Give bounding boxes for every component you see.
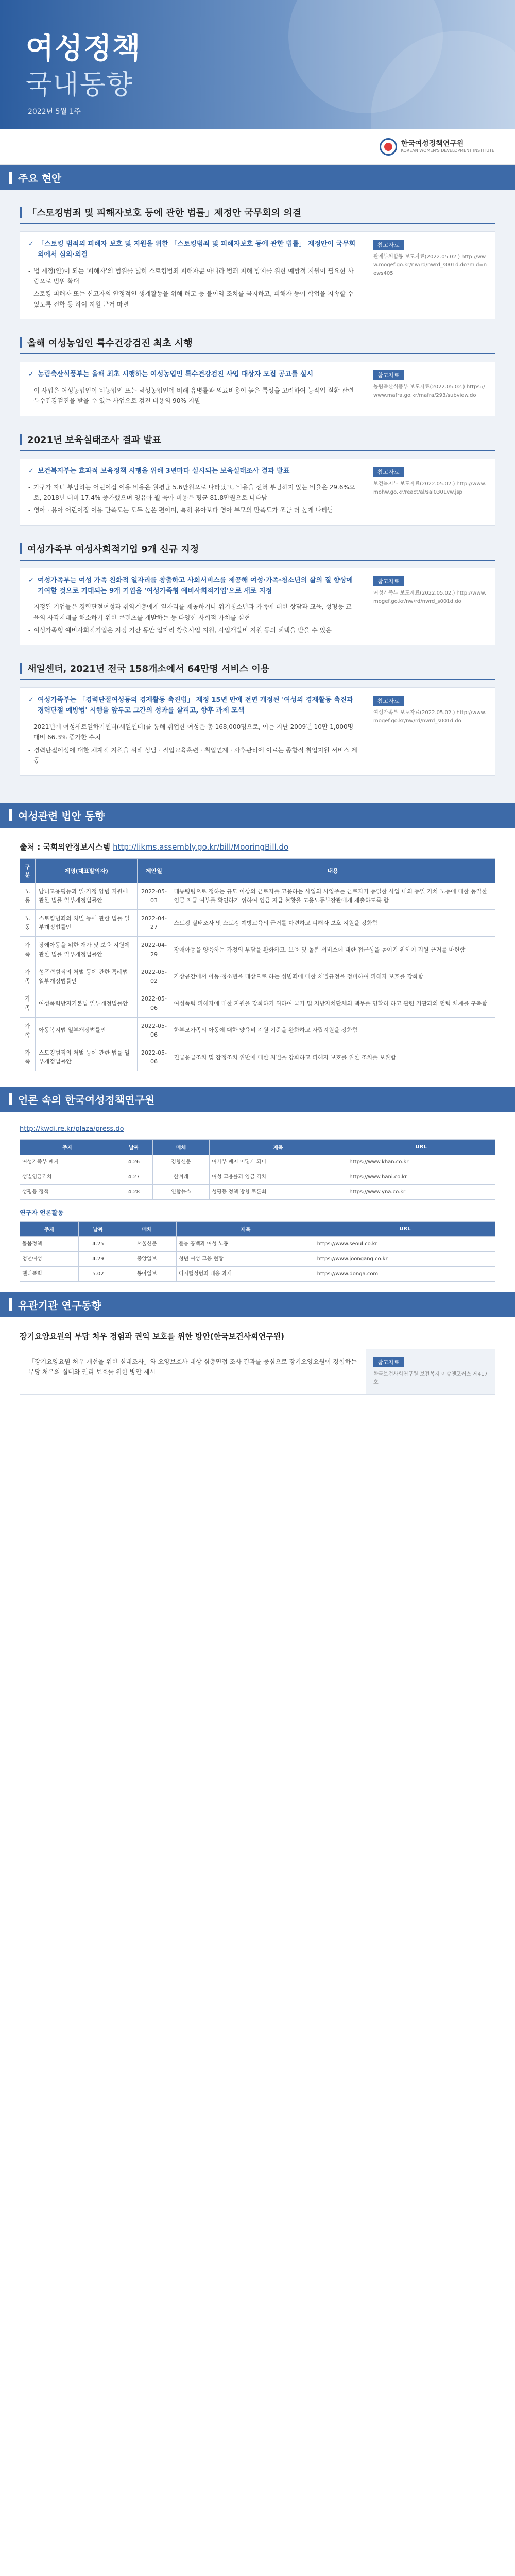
table-header: 주제 (20, 1221, 79, 1236)
table-row (20, 1266, 495, 1281)
table-cell-title: 청년 여성 고용 현황 (176, 1251, 315, 1266)
policy-source-tag: 참고자료 (373, 696, 404, 706)
table-cell-media: 서울신문 (117, 1236, 176, 1251)
policy-source-tag: 참고자료 (373, 576, 404, 586)
table-header: URL (315, 1221, 495, 1236)
table-cell-group: 가족 (20, 937, 36, 963)
page-subtitle: 국내동향 (26, 70, 133, 100)
table-cell-name: 스토킹범죄의 처벌 등에 관한 법률 일부개정법률안 (35, 909, 138, 936)
policy-item-point: - 지정된 기업들은 경력단절여성과 취약계층에게 일자리를 제공하거나 위기청소년과 가족에 대한 상담과 교육, 성평등 교육의 사각지대를 해소하기 위한 콘텐츠를 개발하는 등 다양한 사회적 가치를 실현 (28, 602, 357, 623)
table-cell-url[interactable]: https://www.seoul.co.kr (315, 1236, 495, 1251)
table-row (20, 990, 495, 1017)
table-cell-title: 여가부 폐지 어떻게 되나 (210, 1155, 347, 1170)
legislation-section-title: 여성관련 법안 동향 (0, 803, 515, 828)
table-row (20, 1044, 495, 1071)
table-header: 날짜 (79, 1221, 117, 1236)
table-cell-date: 2022-05-03 (138, 883, 170, 909)
table-cell-url[interactable]: https://www.hani.co.kr (347, 1170, 495, 1184)
table-cell-desc: 가상공간에서 아동·청소년을 대상으로 하는 성범죄에 대한 처벌규정을 정비하여 피해자 보호를 강화함 (170, 963, 495, 990)
policy-item-lead: ✓ 농림축산식품부는 올해 최초 시행하는 여성농업인 특수건강검진 사업 대상자 모집 공고를 실시 (28, 369, 357, 380)
table-row (20, 1236, 495, 1251)
policy-item-title (20, 542, 495, 561)
table-cell-date: 4.27 (115, 1170, 153, 1184)
policy-item-body (20, 568, 495, 646)
table-cell-group: 가족 (20, 990, 36, 1017)
table-cell-date: 2022-05-02 (138, 963, 170, 990)
policy-item (20, 206, 495, 319)
policy-source: 여성가족부 보도자료(2022.05.02.) http://www.mogef.go.kr/nw/rd/nwrd_s001d.do (373, 710, 486, 724)
policy-item-body (20, 687, 495, 775)
table-cell-title: 성평등 정책 방향 토론회 (210, 1184, 347, 1199)
table-cell-url[interactable]: https://www.donga.com (315, 1266, 495, 1281)
table-cell-title: 돌봄 공백과 여성 노동 (176, 1236, 315, 1251)
table-cell-name: 아동복지법 일부개정법률안 (35, 1017, 138, 1044)
table-cell-date: 2022-05-06 (138, 1017, 170, 1044)
hero-banner (0, 0, 515, 129)
table-cell-date: 2022-04-29 (138, 937, 170, 963)
table-row (20, 883, 495, 909)
policy-item-lead: ✓ 여성가족부는 「경력단절여성등의 경제활동 촉진법」 제정 15년 만에 전면 개정된 '여성의 경제활동 촉진과 경력단절 예방법' 시행을 앞두고 그간의 성과를 살피고, 향후 과제 모색 (28, 695, 357, 717)
policy-section-title: 주요 현안 (0, 165, 515, 190)
legislation-link[interactable]: http://likms.assembly.go.kr/bill/MooringBill.do (113, 842, 289, 852)
table-cell-group: 가족 (20, 1044, 36, 1071)
table-cell-desc: 한부모가족의 아동에 대한 양육비 지원 기준을 완화하고 자립지원을 강화함 (170, 1017, 495, 1044)
policy-item (20, 433, 495, 526)
table-cell-media: 한겨레 (152, 1170, 210, 1184)
policy-item-lead: ✓ 여성가족부는 여성 가족 친화적 일자리를 창출하고 사회서비스를 제공해 여성·가족·청소년의 삶의 질 향상에 기여할 것으로 기대되는 9개 기업을 '여성가족형 예비사회적기업'으로 새로 지정 (28, 575, 357, 597)
table-header: 제목 (176, 1221, 315, 1236)
table-header: 제안일 (138, 858, 170, 883)
table-cell-name: 여성폭력방지기본법 일부개정법률안 (35, 990, 138, 1017)
table-cell-desc: 긴급응급조치 및 잠정조치 위반에 대한 처벌을 강화하고 피해자 보호를 위한 조치를 보완함 (170, 1044, 495, 1071)
policy-item (20, 336, 495, 416)
policy-source: 보건복지부 보도자료(2022.05.02.) http://www.mohw.go.kr/react/al/sal0301vw.jsp (373, 481, 486, 495)
table-cell-date: 4.28 (115, 1184, 153, 1199)
policy-source: 관계부처합동 보도자료(2022.05.02.) http://www.mogef.go.kr/nw/rd/nwrd_s001d.do?mid=news405 (373, 254, 487, 276)
policy-item-point: - 여성가족형 예비사회적기업은 지정 기간 동안 일자리 창출사업 지원, 사업개발비 지원 등의 혜택을 받을 수 있음 (28, 625, 357, 635)
policy-item-title (20, 206, 495, 224)
table-cell-url[interactable]: https://www.khan.co.kr (347, 1155, 495, 1170)
table-row (20, 1170, 495, 1184)
table-header: 매체 (152, 1139, 210, 1155)
related-summary: 「장기요양요원 처우 개선을 위한 실태조사」와 요양보호사 대상 심층면접 조사 결과를 중심으로 장기요양요원이 경험하는 부당 처우의 실태와 권리 보호를 위한 방안 제시 (28, 1358, 357, 1376)
research-table-2 (20, 1221, 495, 1282)
table-cell-name: 장애아동을 위한 재가 및 보육 지원에 관한 법률 일부개정법률안 (35, 937, 138, 963)
table-header: 제목 (210, 1139, 347, 1155)
policy-item-title-text: 2021년 보육실태조사 결과 발표 (27, 434, 162, 446)
related-source-tag: 참고자료 (373, 1357, 404, 1367)
table-row (20, 963, 495, 990)
policy-item-body (20, 459, 495, 526)
table-cell-topic: 성평등 정책 (20, 1184, 115, 1199)
table-cell-date: 4.25 (79, 1236, 117, 1251)
policy-item-point: - 경력단절여성에 대한 체계적 지원을 위해 상담 · 직업교육훈련 · 취업연계 · 사후관리에 이르는 종합적 취업지원 서비스 제공 (28, 745, 357, 766)
table-cell-date: 5.02 (79, 1266, 117, 1281)
table-row (20, 1017, 495, 1044)
policy-source: 여성가족부 보도자료(2022.05.02.) http://www.mogef.go.kr/nw/rd/nwrd_s001d.do (373, 590, 486, 604)
table-cell-desc: 여성폭력 피해자에 대한 지원을 강화하기 위하여 국가 및 지방자치단체의 책무를 명확히 하고 관련 기관과의 협력 체계를 구축함 (170, 990, 495, 1017)
policy-section (0, 190, 515, 803)
related-title: 장기요양요원의 부당 처우 경험과 권익 보호를 위한 방안(한국보건사회연구원) (20, 1331, 284, 1341)
table-header: URL (347, 1139, 495, 1155)
related-section-title: 유관기관 연구동향 (0, 1292, 515, 1317)
table-header: 날짜 (115, 1139, 153, 1155)
policy-item-body (20, 231, 495, 319)
table-cell-group: 가족 (20, 963, 36, 990)
table-cell-name: 스토킹범죄의 처벌 등에 관한 법률 일부개정법률안 (35, 1044, 138, 1071)
org-logo (0, 129, 515, 165)
legislation-table (20, 858, 495, 1071)
policy-item-title (20, 433, 495, 451)
research-subcaption: 연구자 언론활동 (20, 1209, 64, 1216)
policy-item-body (20, 362, 495, 416)
policy-item-point: - 이 사업은 여성농업인이 비농업인 또는 남성농업인에 비해 유병률과 의료비용이 높은 특성을 고려하여 농작업 질환 관련 특수건강검진을 받을 수 있는 사업으로 검진 비용의 90% 지원 (28, 385, 357, 406)
table-header: 내용 (170, 858, 495, 883)
research-table (20, 1139, 495, 1200)
policy-item-title-text: 올해 여성농업인 특수건강검진 최초 시행 (27, 338, 193, 349)
table-cell-title: 디지털성범죄 대응 과제 (176, 1266, 315, 1281)
policy-item-title (20, 336, 495, 354)
table-row (20, 937, 495, 963)
table-cell-url[interactable]: https://www.yna.co.kr (347, 1184, 495, 1199)
org-name: 한국여성정책연구원 (401, 140, 464, 148)
policy-item (20, 662, 495, 775)
table-cell-desc: 장애아동을 양육하는 가정의 부담을 완화하고, 보육 및 돌봄 서비스에 대한 접근성을 높이기 위하여 지원 근거를 마련함 (170, 937, 495, 963)
policy-item-point: - 법 제정(안)이 되는 '피해자'의 범위를 넓혀 스토킹범죄 피해자뿐 아니라 범죄 피해 방지를 위한 예방적 지원이 필요한 사람으로 범위 확대 (28, 266, 357, 287)
policy-source: 농림축산식품부 보도자료(2022.05.02.) https://www.mafra.go.kr/mafra/293/subview.do (373, 384, 485, 399)
policy-item-title-text: 여성가족부 여성사회적기업 9개 신규 지정 (27, 544, 199, 555)
policy-item (20, 542, 495, 646)
table-header: 구분 (20, 858, 36, 883)
legislation-section (0, 828, 515, 1087)
table-cell-group: 가족 (20, 1017, 36, 1044)
policy-item-lead: ✓ 보건복지부는 효과적 보육정책 시행을 위해 3년마다 실시되는 보육실태조사 결과 발표 (28, 466, 357, 477)
policy-item-point: - 가구가 자녀 부담하는 어린이집 이용 비용은 월평균 5.6만원으로 나타났고, 비용을 전혀 부담하지 않는 비율은 29.6%으로, 2018년 대비 17.4% 증가했으며 영유아 월 육아 비용은 평균 81.8만원으로 나타남 (28, 482, 357, 503)
table-cell-group: 노동 (20, 909, 36, 936)
table-row (20, 1155, 495, 1170)
table-cell-date: 2022-05-06 (138, 990, 170, 1017)
table-row (20, 1184, 495, 1199)
table-cell-date: 4.29 (79, 1251, 117, 1266)
policy-source-tag: 참고자료 (373, 370, 404, 380)
policy-source-tag: 참고자료 (373, 467, 404, 477)
research-link[interactable]: http://kwdi.re.kr/plaza/press.do (20, 1125, 124, 1133)
table-row (20, 909, 495, 936)
page-title: 여성정책 (26, 32, 142, 65)
table-cell-topic: 청년여성 (20, 1251, 79, 1266)
table-header: 매체 (117, 1221, 176, 1236)
research-section (0, 1112, 515, 1292)
table-header: 주제 (20, 1139, 115, 1155)
policy-source-tag: 참고자료 (373, 240, 404, 250)
policy-item-lead: ✓ 「스토킹 범죄의 피해자 보호 및 지원을 위한 「스토킹범죄 및 피해자보호 등에 관한 법률」 제정안이 국무회의에서 심의·의결 (28, 239, 357, 261)
table-cell-topic: 성별임금격차 (20, 1170, 115, 1184)
policy-item-title-text: 새일센터, 2021년 전국 158개소에서 64만명 서비스 이용 (27, 664, 270, 675)
table-cell-topic: 돌봄정책 (20, 1236, 79, 1251)
table-cell-media: 연합뉴스 (152, 1184, 210, 1199)
table-cell-name: 성폭력범죄의 처벌 등에 관한 특례법 일부개정법률안 (35, 963, 138, 990)
issue-volume: 2022년 5월 1주 (28, 108, 81, 116)
org-logo-icon (380, 138, 397, 156)
table-cell-topic: 여성가족부 폐지 (20, 1155, 115, 1170)
policy-item-title-text: 「스토킹범죄 및 피해자보호 등에 관한 법률」제정안 국무회의 의결 (27, 208, 301, 218)
table-cell-desc: 스토킹 실태조사 및 스토킹 예방교육의 근거를 마련하고 피해자 보호 지원을 강화함 (170, 909, 495, 936)
org-name-en: KOREAN WOMEN'S DEVELOPMENT INSTITUTE (401, 148, 494, 154)
table-header: 제명(대표발의자) (35, 858, 138, 883)
table-cell-topic: 젠더폭력 (20, 1266, 79, 1281)
table-cell-group: 노동 (20, 883, 36, 909)
policy-item-point: - 스토킹 피해자 또는 신고자의 안정적인 생계활동을 위해 해고 등 불이익 조치를 금지하고, 피해자 등이 학업을 지속할 수 있도록 전학 등 하여 지원 근거 마련 (28, 289, 357, 310)
table-cell-url[interactable]: https://www.joongang.co.kr (315, 1251, 495, 1266)
table-cell-name: 남녀고용평등과 일·가정 양립 지원에 관한 법률 일부개정법률안 (35, 883, 138, 909)
related-section (0, 1317, 515, 1415)
policy-item-title (20, 662, 495, 680)
policy-item-point: - 영아 · 유아 어린이집 이용 만족도는 모두 높은 편이며, 특히 유아보다 영아 부모의 만족도가 조금 더 높게 나타남 (28, 505, 357, 515)
table-cell-date: 2022-04-27 (138, 909, 170, 936)
table-cell-media: 중앙일보 (117, 1251, 176, 1266)
table-cell-desc: 대통령령으로 정하는 규모 이상의 근로자를 고용하는 사업의 사업주는 근로자가 동일한 사업 내의 동일 가치 노동에 대한 동일한 임금 지급 여부를 확인하기 위하여 임금 지급 현황을 고용노동부장관에게 제출하도록 함 (170, 883, 495, 909)
research-section-title: 언론 속의 한국여성정책연구원 (0, 1087, 515, 1112)
related-box (20, 1349, 495, 1395)
table-row (20, 1251, 495, 1266)
table-cell-date: 2022-05-06 (138, 1044, 170, 1071)
table-cell-title: 여성 고용률과 임금 격차 (210, 1170, 347, 1184)
table-cell-media: 동아일보 (117, 1266, 176, 1281)
table-cell-date: 4.26 (115, 1155, 153, 1170)
table-cell-media: 경향신문 (152, 1155, 210, 1170)
policy-item-point: - 2021년에 여성새로일하기센터(새일센터)를 통해 취업한 여성은 총 168,000명으로, 이는 지난 2009년 10만 1,000명 대비 66.3% 증가한 수치 (28, 722, 357, 743)
related-source: 한국보건사회연구원 보건복지 이슈앤포커스 제417호 (373, 1371, 488, 1385)
legislation-outlet: 출처 : 국회의안정보시스템 http://likms.assembly.go.kr/bill/MooringBill.do (20, 842, 289, 852)
